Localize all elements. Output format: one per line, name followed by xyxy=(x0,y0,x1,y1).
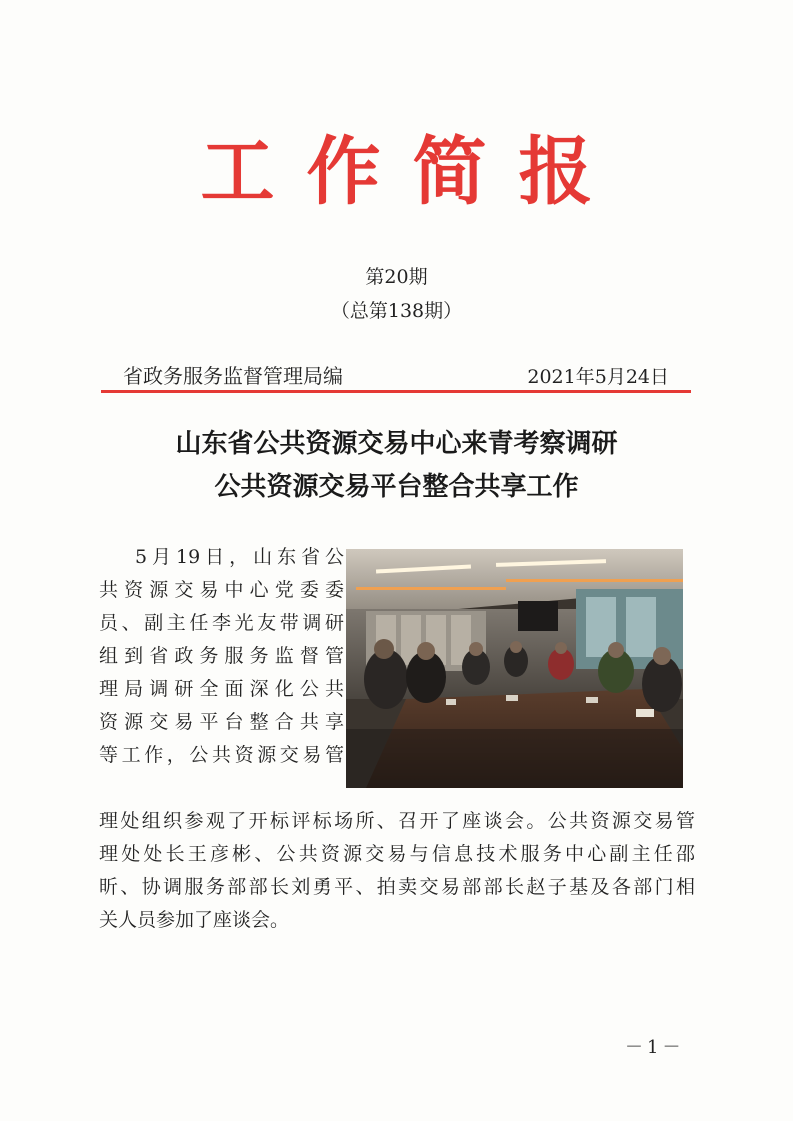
body-line: 资源交易平台整合共享 xyxy=(99,711,344,733)
body-line: 共资源交易中心党委委 xyxy=(99,579,344,601)
masthead-title: 工作简报 xyxy=(200,129,625,215)
body-line: 昕、协调服务部部长刘勇平、拍卖交易部部长赵子基及各部门相 xyxy=(99,876,695,898)
body-line: 关人员参加了座谈会。 xyxy=(99,909,290,931)
body-line: 员、副主任李光友带调研 xyxy=(99,612,344,634)
editor-line: 省政务服务监督管理局编 xyxy=(123,364,343,388)
body-line: 理处组织参观了开标评标场所、召开了座谈会。公共资源交易管 xyxy=(99,810,695,832)
meeting-photo-illustration xyxy=(346,549,683,788)
issue-date: 2021年5月24日 xyxy=(527,366,669,388)
body-full-text xyxy=(99,805,695,937)
headline-line-1: 山东省公共资源交易中心来青考察调研 xyxy=(175,429,618,459)
body-wrapped-text xyxy=(99,541,344,772)
issue-total: （总第138期） xyxy=(330,300,463,322)
body-line: 组到省政务服务监督管 xyxy=(99,645,344,667)
issue-number: 第20期 xyxy=(365,266,428,288)
red-divider xyxy=(101,390,691,393)
body-line: 等工作，公共资源交易管 xyxy=(99,744,344,766)
headline-line-2: 公共资源交易平台整合共享工作 xyxy=(214,472,579,502)
body-line: 5月19日，山东省公 xyxy=(135,546,344,568)
page-number: －1－ xyxy=(625,1037,685,1058)
body-line: 理局调研全面深化公共 xyxy=(99,678,344,700)
meeting-room-photo xyxy=(346,549,683,788)
body-line: 理处处长王彦彬、公共资源交易与信息技术服务中心副主任邵 xyxy=(99,843,695,865)
